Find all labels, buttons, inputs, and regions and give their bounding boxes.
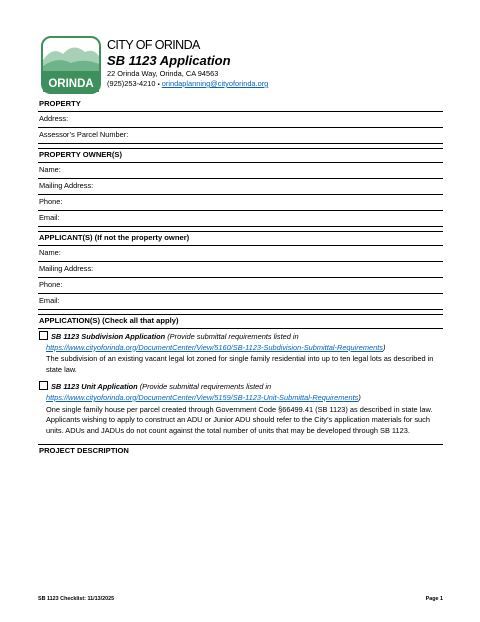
option-note: (Provide submittal requirements listed in <box>165 332 299 341</box>
submittal-link[interactable]: https://www.cityoforinda.org/DocumentCenter/View/5160/SB-1123-Subdivision-Submittal-Requirements <box>46 342 383 352</box>
application-form <box>38 36 443 518</box>
project-description-area[interactable] <box>38 458 443 518</box>
submittal-link[interactable]: https://www.cityoforinda.org/DocumentCenter/View/5159/SB-1123-Unit-Submittal-Requirements <box>46 392 359 402</box>
applicant-phone-field[interactable]: Phone: <box>38 278 443 294</box>
applicant-name-field[interactable]: Name: <box>38 246 443 262</box>
owner-phone-field[interactable]: Phone: <box>38 195 443 211</box>
owner-mailing-address-field[interactable]: Mailing Address: <box>38 179 443 195</box>
applicant-mailing-address-field[interactable]: Mailing Address: <box>38 262 443 278</box>
option-name: SB 1123 Unit Application <box>51 382 138 392</box>
option-note-close: ) <box>382 342 386 352</box>
subdivision-checkbox[interactable] <box>39 331 48 340</box>
section-title-property: PROPERTY <box>38 98 443 112</box>
applicant-email-field[interactable]: Email: <box>38 294 443 310</box>
owner-name-field[interactable]: Name: <box>38 163 443 179</box>
section-title-applications: APPLICATION(S) (Check all that apply) <box>38 314 443 329</box>
office-address: 22 Orinda Way, Orinda, CA 94563 <box>107 69 219 78</box>
orinda-logo <box>41 36 101 94</box>
option-name: SB 1123 Subdivision Application <box>51 332 166 341</box>
section-title-applicant: APPLICANT(S) (If not the property owner) <box>38 231 443 246</box>
unit-checkbox[interactable] <box>39 381 48 390</box>
page-footer <box>38 596 443 602</box>
checklist-date: SB 1123 Checklist: 11/13/2025 <box>38 596 115 602</box>
phone-number: (925)253-4210 <box>107 79 158 88</box>
option-description: The subdivision of an existing vacant legal lot zoned for single family residential into up to ten legal lots as described in state law. <box>46 354 434 374</box>
logo-wordmark: ORINDA <box>48 78 94 90</box>
contact-line <box>107 79 268 90</box>
option-description: One single family house per parcel created through Government Code §66499.41 (SB 1123) as described in state law. Applicants wishing to apply to construct an ADU or Junior ADU should refer to the City’s application materials for such units. ADUs and JADUs do not count against the total number of units that may be developed through SB 1123. <box>46 404 433 435</box>
option-note-close: ) <box>358 392 361 402</box>
bullet-separator: ▪ <box>157 82 160 88</box>
owner-email-field[interactable]: Email: <box>38 211 443 227</box>
address-field[interactable]: Address: <box>38 112 443 128</box>
section-title-project-description: PROJECT DESCRIPTION <box>38 444 443 458</box>
org-name: CITY OF ORINDA <box>107 38 200 52</box>
subdivision-option <box>38 329 443 379</box>
section-title-owner: PROPERTY OWNER(S) <box>38 148 443 163</box>
apn-field[interactable]: Assessor’s Parcel Number: <box>38 128 443 144</box>
option-note: (Provide submittal requirements listed in <box>137 382 272 392</box>
page-number: Page 1 <box>425 596 443 602</box>
letterhead <box>38 36 443 94</box>
unit-option <box>38 379 443 440</box>
email-link[interactable]: orindaplanning@cityoforinda.org <box>161 79 269 88</box>
page-title: SB 1123 Application <box>107 53 231 68</box>
